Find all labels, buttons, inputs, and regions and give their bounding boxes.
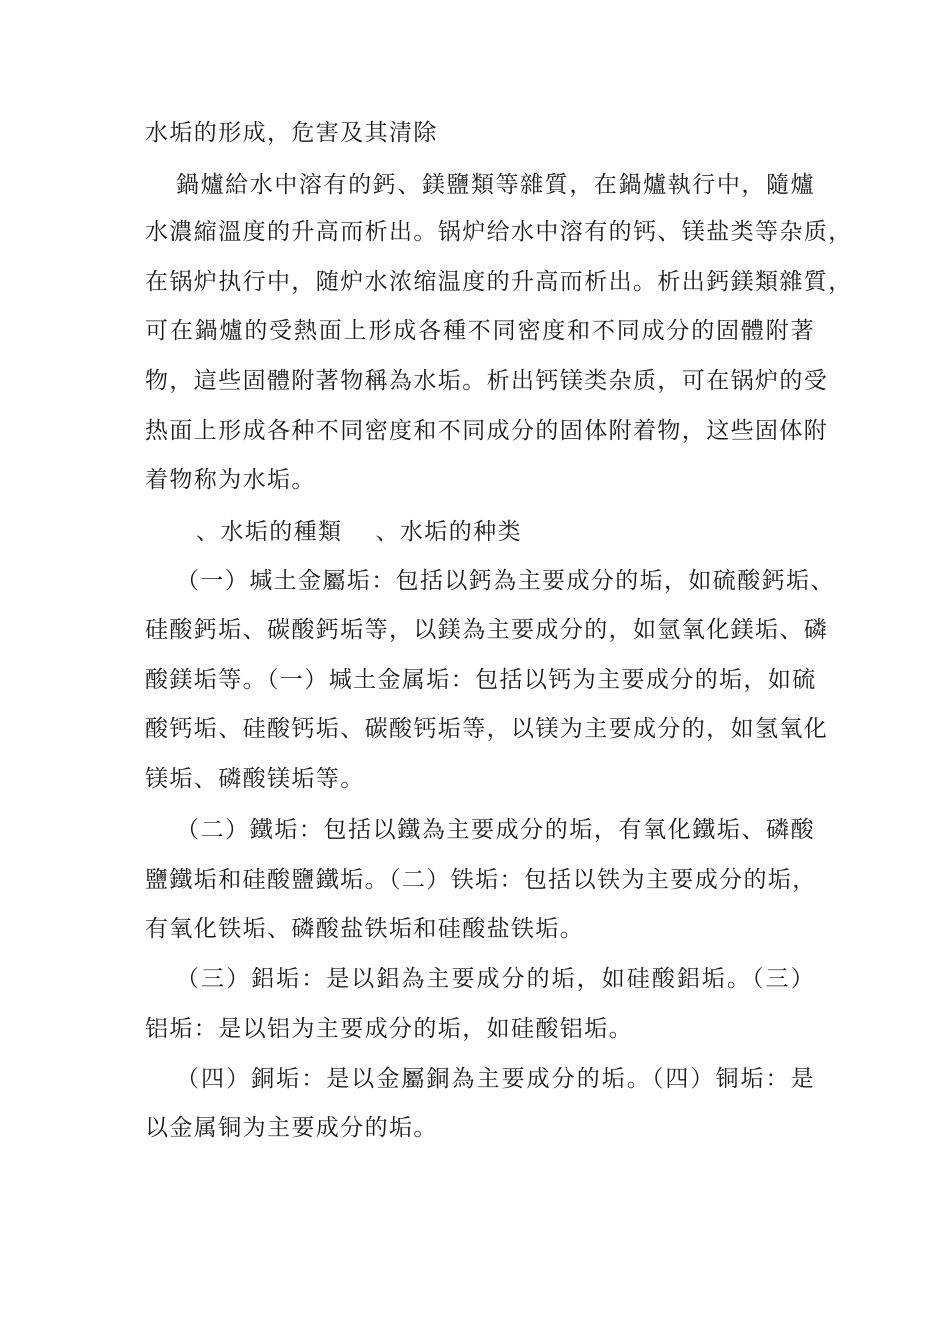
paragraph-line: 鍋爐給水中溶有的鈣、鎂鹽類等雜質，在鍋爐執行中，隨爐 xyxy=(176,172,815,198)
paragraph-line: 着物称为水垢。 xyxy=(145,467,316,493)
document-title: 水垢的形成，危害及其清除 xyxy=(145,120,438,146)
paragraph-line: 以金属铜为主要成分的垢。 xyxy=(145,1115,438,1141)
paragraph-line: （一）堿土金屬垢：包括以鈣為主要成分的垢，如硫酸鈣垢、 xyxy=(176,568,835,594)
paragraph-line: 有氧化铁垢、磷酸盐铁垢和硅酸盐铁垢。 xyxy=(145,916,585,942)
paragraph-line: 铝垢：是以铝为主要成分的垢，如硅酸铝垢。 xyxy=(145,1016,633,1042)
paragraph-line: （二）鐵垢：包括以鐵為主要成分的垢，有氧化鐵垢、磷酸 xyxy=(176,817,815,843)
paragraph-line: 镁垢、磷酸镁垢等。 xyxy=(145,766,365,792)
paragraph-line: 水濃縮溫度的升高而析出。锅炉给水中溶有的钙、镁盐类等杂质， xyxy=(145,219,853,245)
paragraph-line: 可在鍋爐的受熱面上形成各種不同密度和不同成分的固體附著 xyxy=(145,318,815,344)
paragraph-line: 酸钙垢、硅酸钙垢、碳酸钙垢等，以镁为主要成分的，如氢氧化 xyxy=(145,716,829,742)
paragraph-line: 鹽鐵垢和硅酸鹽鐵垢。（二）铁垢：包括以铁为主要成分的垢， xyxy=(145,867,817,893)
paragraph-line: （四）銅垢：是以金屬銅為主要成分的垢。（四）铜垢：是 xyxy=(176,1066,815,1092)
paragraph-line: 酸鎂垢等。（一）堿土金属垢：包括以钙为主要成分的垢，如硫 xyxy=(145,667,817,693)
paragraph-line: （三）鋁垢：是以鋁為主要成分的垢，如硅酸鋁垢。（三） xyxy=(176,966,815,992)
section-heading: 、水垢的種類 、水垢的种类 xyxy=(196,519,522,545)
paragraph-line: 硅酸鈣垢、碳酸鈣垢等，以鎂為主要成分的，如氫氧化鎂垢、磷 xyxy=(145,617,829,643)
paragraph-line: 热面上形成各种不同密度和不同成分的固体附着物，这些固体附 xyxy=(145,418,829,444)
paragraph-line: 物，這些固體附著物稱為水垢。析出钙镁类杂质，可在锅炉的受 xyxy=(145,368,829,394)
paragraph-line: 在锅炉执行中，随炉水浓缩温度的升高而析出。析出鈣鎂類雜質， xyxy=(145,269,853,295)
